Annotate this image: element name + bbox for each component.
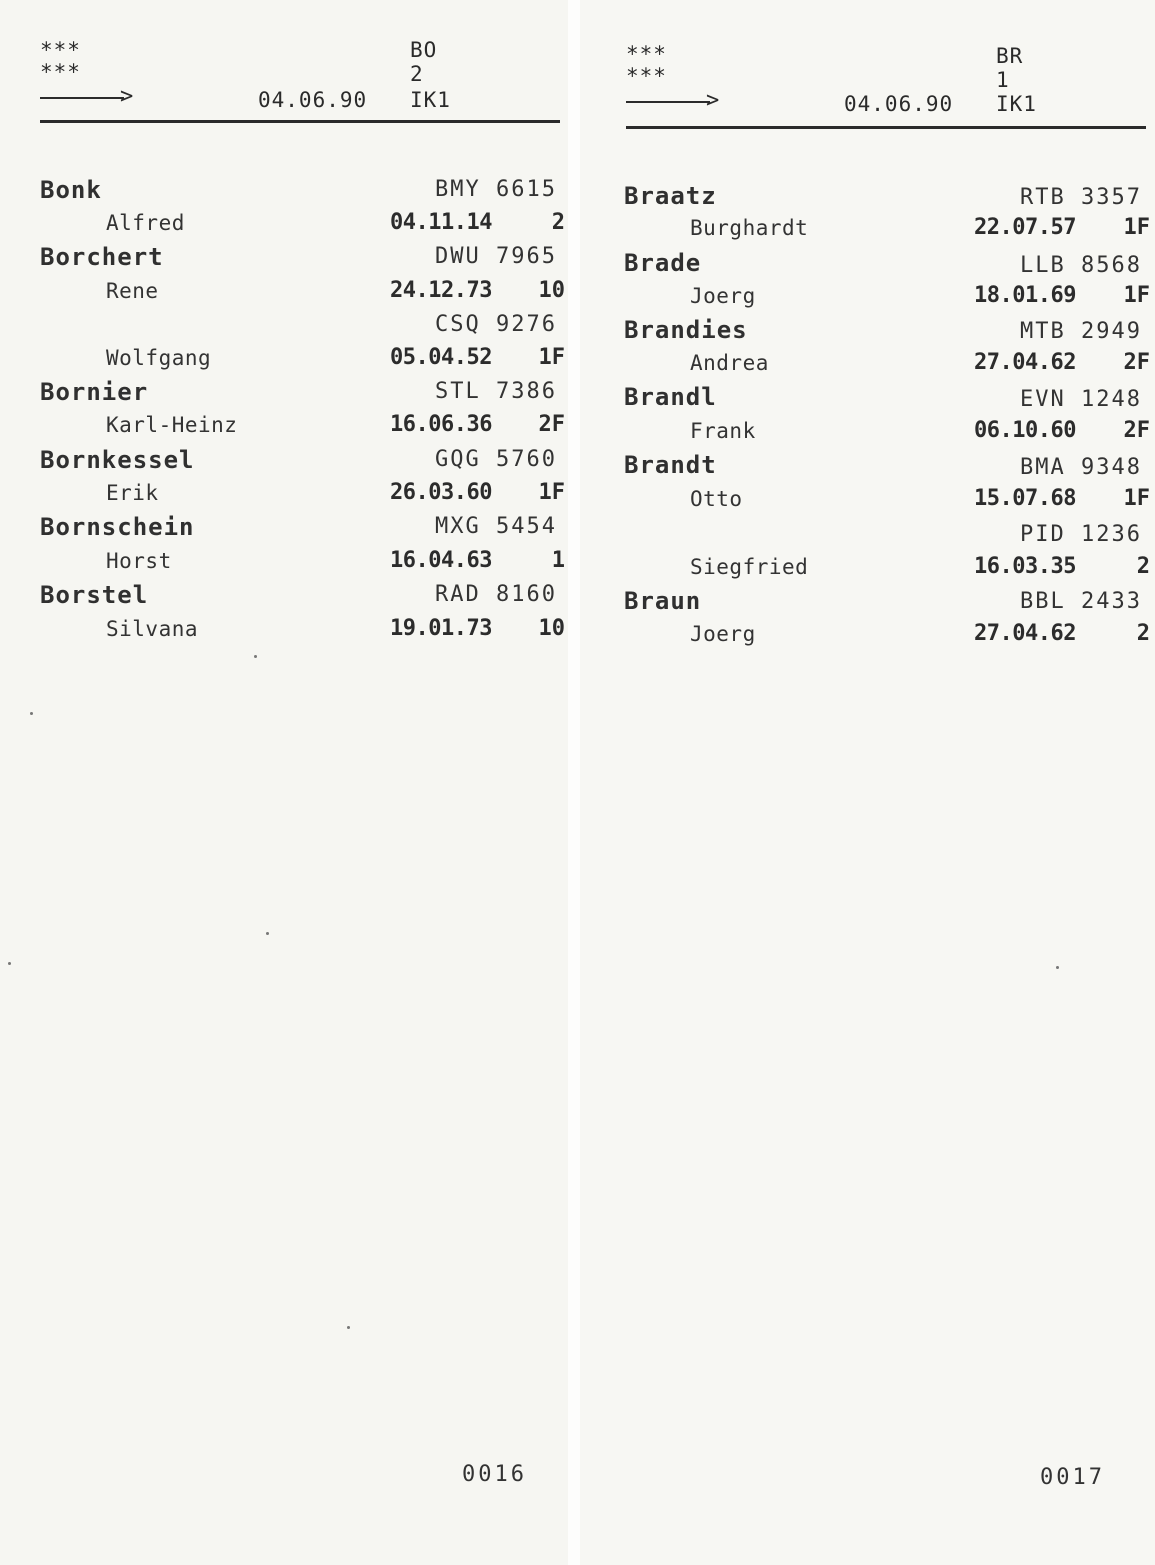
class-code: 1F (1123, 486, 1150, 511)
surname-text: Brandies (624, 316, 748, 344)
surname-text: Brade (624, 249, 702, 277)
record-code: EVN 1248 (1020, 387, 1142, 412)
birth-date: 16.03.35 (974, 554, 1076, 579)
given-name-text: Wolfgang (106, 346, 212, 370)
record-code: MXG 5454 (435, 514, 557, 539)
birth-date: 19.01.73 (390, 616, 492, 641)
birth-date: 22.07.57 (974, 215, 1076, 240)
surname-text: Bornschein (40, 513, 195, 541)
arrow-icon: > (120, 84, 134, 109)
page-number: 0017 (1040, 1465, 1105, 1490)
printout-sheet-left (0, 0, 568, 1565)
print-speck (266, 932, 269, 935)
class-code: 10 (538, 278, 565, 303)
birth-date: 27.04.62 (974, 350, 1076, 375)
given-name-text: Erik (106, 481, 159, 505)
birth-date: 15.07.68 (974, 486, 1076, 511)
header-date: 04.06.90 (258, 88, 368, 112)
print-speck (8, 962, 11, 965)
record-code: BMY 6615 (435, 177, 557, 202)
class-code: 1F (1123, 283, 1150, 308)
header-range-code: BO (410, 38, 438, 62)
class-code: 1F (538, 345, 565, 370)
sheet-gap (568, 0, 580, 1565)
header-rule (40, 120, 560, 123)
arrow-line (626, 101, 710, 103)
page-number: 0016 (462, 1462, 527, 1487)
given-name-text: Otto (690, 487, 743, 511)
class-code: 2F (1123, 350, 1150, 375)
header-stars-2: *** (626, 64, 667, 88)
arrow-line (40, 97, 124, 99)
header-stars-2: *** (40, 60, 81, 84)
given-name-text: Silvana (106, 617, 199, 641)
print-speck (1056, 966, 1059, 969)
header-tag: IK1 (996, 92, 1037, 116)
record-code: BMA 9348 (1020, 455, 1142, 480)
print-speck (254, 655, 257, 658)
header-stars-1: *** (626, 42, 667, 66)
header-stars-1: *** (40, 38, 81, 62)
birth-date: 06.10.60 (974, 418, 1076, 443)
birth-date: 24.12.73 (390, 278, 492, 303)
birth-date: 04.11.14 (390, 210, 492, 235)
header-sheet-number: 2 (410, 62, 424, 86)
given-name-text: Rene (106, 279, 159, 303)
surname-text: Braatz (624, 182, 717, 210)
birth-date: 16.06.36 (390, 412, 492, 437)
surname-text: Bornkessel (40, 446, 195, 474)
record-code: RTB 3357 (1020, 185, 1142, 210)
header-rule (626, 126, 1146, 129)
given-name-text: Alfred (106, 211, 185, 235)
record-code: LLB 8568 (1020, 253, 1142, 278)
record-code: RAD 8160 (435, 582, 557, 607)
given-name-text: Burghardt (690, 216, 809, 240)
given-name-text: Frank (690, 419, 756, 443)
given-name-text: Horst (106, 549, 172, 573)
record-code: BBL 2433 (1020, 589, 1142, 614)
arrow-icon: > (706, 88, 720, 113)
surname-text: Brandl (624, 383, 717, 411)
record-code: DWU 7965 (435, 244, 557, 269)
given-name-text: Siegfried (690, 555, 809, 579)
header-sheet-number: 1 (996, 68, 1010, 92)
class-code: 1F (538, 480, 565, 505)
birth-date: 26.03.60 (390, 480, 492, 505)
surname-text: Braun (624, 587, 702, 615)
record-code: PID 1236 (1020, 522, 1142, 547)
surname-text: Borstel (40, 581, 149, 609)
print-speck (30, 712, 33, 715)
class-code: 2F (1123, 418, 1150, 443)
printout-sheet-right (580, 0, 1155, 1565)
record-code: GQG 5760 (435, 447, 557, 472)
class-code: 1F (1123, 215, 1150, 240)
record-code: MTB 2949 (1020, 319, 1142, 344)
surname-text: Brandt (624, 451, 717, 479)
surname-text: Bonk (40, 176, 102, 204)
surname-text: Bornier (40, 378, 149, 406)
given-name-text: Joerg (690, 622, 756, 646)
birth-date: 16.04.63 (390, 548, 492, 573)
class-code: 2 (1136, 554, 1150, 579)
birth-date: 05.04.52 (390, 345, 492, 370)
class-code: 1 (551, 548, 565, 573)
class-code: 2 (551, 210, 565, 235)
given-name-text: Joerg (690, 284, 756, 308)
print-speck (347, 1326, 350, 1329)
header-range-code: BR (996, 44, 1024, 68)
header-date: 04.06.90 (844, 92, 954, 116)
given-name-text: Andrea (690, 351, 769, 375)
class-code: 2F (538, 412, 565, 437)
record-code: STL 7386 (435, 379, 557, 404)
record-code: CSQ 9276 (435, 312, 557, 337)
birth-date: 18.01.69 (974, 283, 1076, 308)
class-code: 10 (538, 616, 565, 641)
header-tag: IK1 (410, 88, 451, 112)
surname-text: Borchert (40, 243, 164, 271)
birth-date: 27.04.62 (974, 621, 1076, 646)
given-name-text: Karl-Heinz (106, 413, 238, 437)
class-code: 2 (1136, 621, 1150, 646)
